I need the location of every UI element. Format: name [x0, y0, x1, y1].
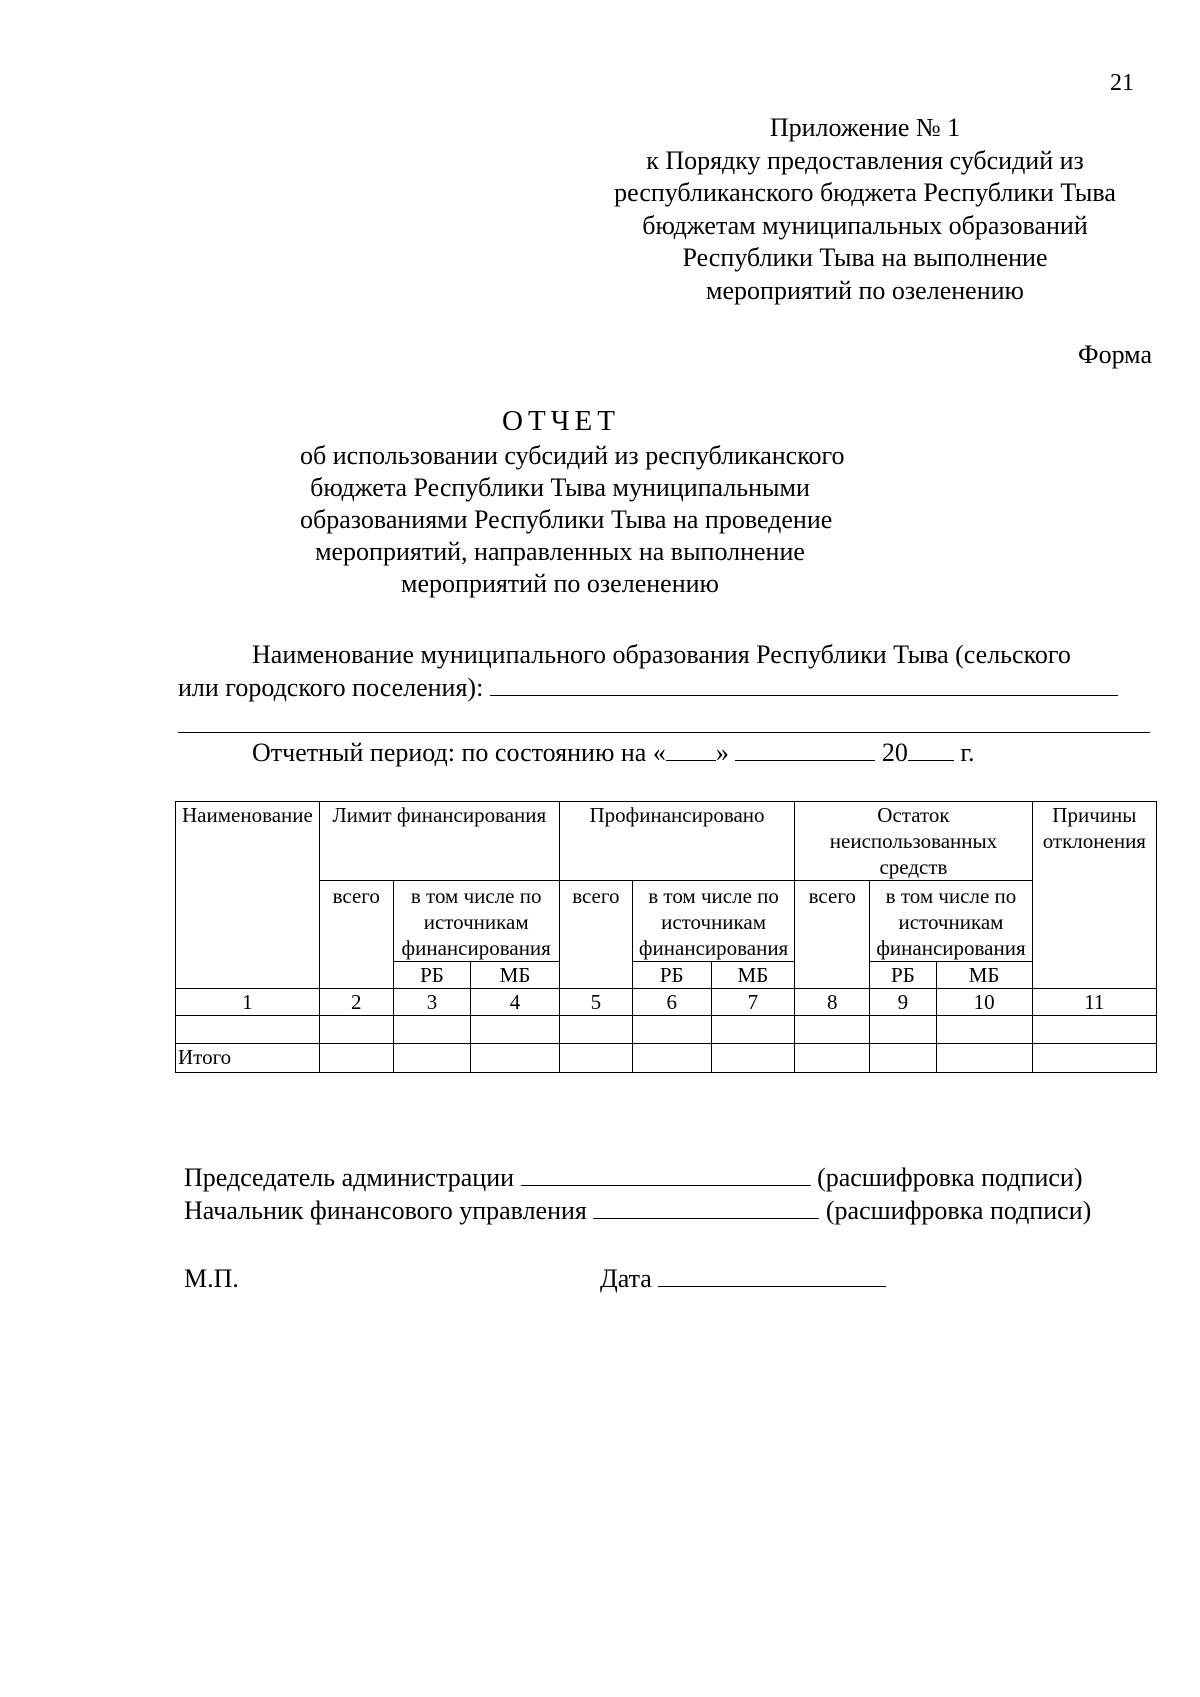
- header-limit-mb: МБ: [471, 962, 559, 989]
- table-cell[interactable]: [795, 1044, 870, 1073]
- finance-head-signature-line: [184, 1196, 1091, 1226]
- table-cell[interactable]: [393, 1016, 471, 1044]
- finance-head-signature-field[interactable]: [593, 1196, 819, 1219]
- municipality-field-line-2[interactable]: [178, 732, 1150, 733]
- appendix-line: республиканского бюджета Республики Тыва: [614, 178, 1116, 207]
- report-title: ОТЧЕТ: [502, 405, 620, 437]
- column-number: 10: [936, 989, 1032, 1016]
- table-cell[interactable]: [1032, 1016, 1156, 1044]
- municipality-label: Наименование муниципального образования Республики Тыва (сельского: [252, 640, 1071, 669]
- header-name: Наименование: [176, 802, 320, 989]
- subtitle-line: бюджета Республики Тыва муниципальными: [310, 473, 810, 502]
- period-year-field[interactable]: [908, 738, 954, 761]
- header-financed-sources: в том числе по источникам финансирования: [632, 881, 794, 962]
- table-cell[interactable]: [711, 1016, 795, 1044]
- table-cell[interactable]: [1032, 1044, 1156, 1073]
- table-cell[interactable]: [471, 1016, 559, 1044]
- total-row: [176, 1044, 1157, 1073]
- table-cell[interactable]: [711, 1044, 795, 1073]
- table-cell[interactable]: [559, 1044, 632, 1073]
- period-year-prefix: 20: [881, 738, 908, 767]
- header-limit-total: всего: [319, 881, 393, 989]
- period-year-suffix: г.: [960, 738, 975, 767]
- page-number: 21: [1110, 70, 1134, 96]
- header-financed: Профинансировано: [559, 802, 794, 881]
- header-remainder-mb: МБ: [936, 962, 1032, 989]
- appendix-line: Республики Тыва на выполнение: [682, 243, 1048, 272]
- report-subtitle: [300, 440, 845, 600]
- appendix-header: [560, 112, 1170, 307]
- table-cell[interactable]: [795, 1016, 870, 1044]
- chairman-label: Председатель администрации: [184, 1163, 515, 1192]
- date-label: Дата: [600, 1264, 652, 1293]
- table-cell[interactable]: [936, 1044, 1032, 1073]
- column-number: 4: [471, 989, 559, 1016]
- chairman-signature-field[interactable]: [521, 1163, 811, 1186]
- column-number: 7: [711, 989, 795, 1016]
- finance-head-label: Начальник финансового управления: [184, 1196, 587, 1225]
- header-limit: Лимит финансирования: [319, 802, 559, 881]
- total-label: Итого: [176, 1044, 320, 1073]
- period-label: Отчетный период: по состоянию на «: [252, 738, 666, 767]
- report-table: [175, 801, 1157, 1073]
- header-financed-mb: МБ: [711, 962, 795, 989]
- header-remainder: Остаток неиспользованных средств: [795, 802, 1032, 881]
- form-label: Форма: [1078, 340, 1152, 369]
- municipality-label-2: [178, 673, 1118, 703]
- column-number: 11: [1032, 989, 1156, 1016]
- table-row: [176, 1016, 1157, 1044]
- table-cell[interactable]: [176, 1016, 320, 1044]
- column-number: 5: [559, 989, 632, 1016]
- date-line: [600, 1264, 886, 1294]
- period-line: [252, 738, 975, 768]
- table-cell[interactable]: [319, 1044, 393, 1073]
- appendix-line: бюджетам муниципальных образований: [642, 210, 1088, 240]
- header-reasons: Причины отклонения: [1032, 802, 1156, 989]
- table-cell[interactable]: [632, 1044, 711, 1073]
- appendix-line: мероприятий по озеленению: [706, 275, 1024, 305]
- header-limit-rb: РБ: [393, 962, 471, 989]
- header-limit-sources: в том числе по источникам финансирования: [393, 881, 559, 962]
- municipality-field[interactable]: [490, 673, 1118, 696]
- stamp-label: М.П.: [184, 1264, 239, 1293]
- header-remainder-total: всего: [795, 881, 870, 989]
- table-cell[interactable]: [319, 1016, 393, 1044]
- table-cell[interactable]: [870, 1016, 936, 1044]
- appendix-line: к Порядку предоставления субсидий из: [646, 145, 1084, 175]
- table-cell[interactable]: [559, 1016, 632, 1044]
- header-remainder-rb: РБ: [870, 962, 936, 989]
- column-number: 1: [176, 989, 320, 1016]
- subtitle-line: образованиями Республики Тыва на проведение: [300, 505, 833, 534]
- table-cell[interactable]: [936, 1016, 1032, 1044]
- column-number: 6: [632, 989, 711, 1016]
- date-field[interactable]: [658, 1264, 886, 1287]
- column-number: 2: [319, 989, 393, 1016]
- period-quote-close: »: [715, 738, 729, 767]
- header-financed-rb: РБ: [632, 962, 711, 989]
- subtitle-line: мероприятий по озеленению: [401, 569, 719, 598]
- period-month-field[interactable]: [735, 738, 875, 761]
- period-day-field[interactable]: [666, 738, 716, 761]
- subtitle-line: об использовании субсидий из республиканского: [300, 441, 845, 470]
- subtitle-line: мероприятий, направленных на выполнение: [315, 537, 805, 566]
- table-cell[interactable]: [870, 1044, 936, 1073]
- table-cell[interactable]: [471, 1044, 559, 1073]
- header-financed-total: всего: [559, 881, 632, 989]
- table-cell[interactable]: [393, 1044, 471, 1073]
- finance-head-decode: (расшифровка подписи): [825, 1196, 1092, 1225]
- municipality-label-text: или городского поселения):: [178, 673, 484, 702]
- column-number: 8: [795, 989, 870, 1016]
- column-number: 9: [870, 989, 936, 1016]
- table-cell[interactable]: [632, 1016, 711, 1044]
- chairman-signature-line: [184, 1163, 1082, 1193]
- appendix-line: Приложение № 1: [769, 113, 961, 142]
- chairman-decode: (расшифровка подписи): [817, 1163, 1083, 1192]
- column-number: 3: [393, 989, 471, 1016]
- header-remainder-sources: в том числе по источникам финансирования: [870, 881, 1032, 962]
